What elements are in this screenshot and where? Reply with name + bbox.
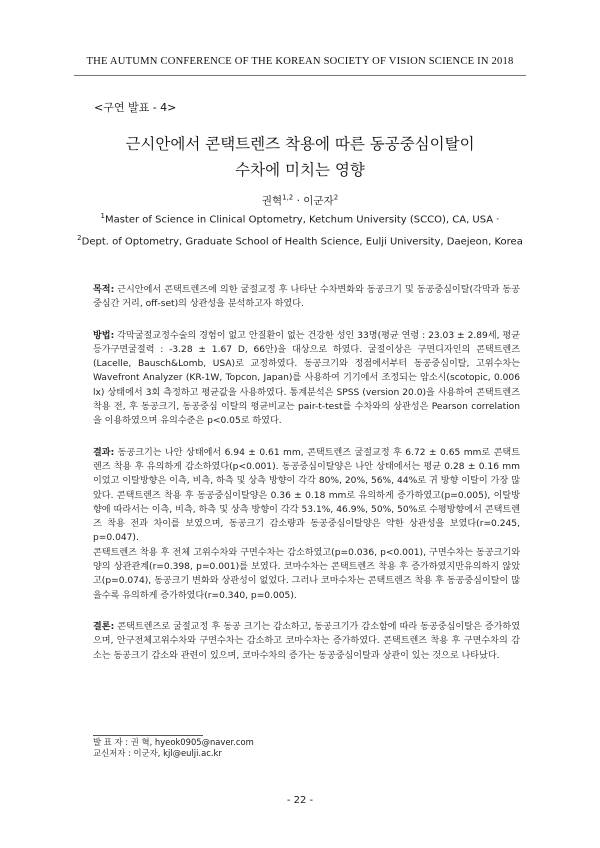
purpose-label: 목적: — [93, 285, 115, 295]
author-2-affil: 2 — [333, 193, 339, 202]
result-label: 결과: — [93, 447, 115, 458]
purpose-text: 근시안에서 콘택트렌즈에 의한 굴절교정 후 나타난 수차변화와 동공크기 및 동공중심이탈(각막과 동공중심간 거리, off-set)의 상관성을 분석하고자 하였다. — [93, 285, 520, 310]
method-label: 방법: — [93, 330, 115, 341]
purpose-paragraph — [93, 283, 520, 312]
author-1: 권혁 — [261, 195, 283, 207]
page-number: - 22 - — [286, 795, 314, 806]
author-1-affil: 1,2 — [282, 193, 294, 202]
corresponding-footnote: 교신저자 : 이군자, kjl@eulji.ac.kr — [93, 748, 222, 758]
result-text-1: 동공크기는 나안 상태에서 6.94 ± 0.61 mm, 콘택트렌즈 굴절교정 후 6.72 ± 0.65 mm로 콘택트렌즈 착용 후 유의하게 감소하였다(p<0.001). 동공중심이탈양은 나안 상태에서는 평균 0.28 ± 0.16 mm이었고 이탈방향은 이측, 비측, 하측 및 상측 방향이 각각 80%, 20%, 56%, 44%로 귀 방향 이탈이 가장 많았다. 콘택트렌즈 착용 후 동공중심이탈양은 0.36 ± 0.18 mm로 유의하게 증가하였고(p=0.005), 이탈방향에 따라서는 이측, 비측, 하측 및 상측 방향이 각각 53.1%, 46.9%, 50%, 50%로 수평방향에서 콘택트렌즈 착용 전과 차이를 보였으며, 동공크기 감소량과 동공중심이탈양은 약한 상관성을 보였다(r=0.245, p=0.047). — [93, 447, 520, 544]
session-label: <구연 발표 - 4> — [94, 101, 177, 114]
author-separator: · — [293, 195, 304, 207]
affiliation-2 — [60, 234, 540, 247]
header-divider — [74, 75, 526, 76]
presenter-footnote: 발 표 자 : 권 혁, hyeok0905@naver.com — [93, 737, 254, 747]
result-paragraph-2: 콘택트렌즈 착용 후 전체 고위수차와 구면수차는 감소하였고(p=0.036, p<0.001), 구면수차는 동공크기와 양의 상관관계(r=0.398, p=0.001)를 보였다. 코마수차는 콘택트렌즈 착용 후 증가하였지만유의하지 않았고(p=0.074), 동공크기 변화와 상관성이 없었다. 그러나 코마수차는 콘택트렌즈 착용 후 동공중심이탈이 많을수록 유의하게 증가하였다(r=0.340, p=0.005). — [93, 547, 520, 601]
conference-header: THE AUTUMN CONFERENCE OF THE KOREAN SOCIETY OF VISION SCIENCE IN 2018 — [86, 56, 514, 67]
title-line-1: 근시안에서 콘택트렌즈 착용에 따른 동공중심이탈이 — [125, 135, 475, 153]
method-text: 각막굴절교정수술의 경험이 없고 안질환이 없는 건강한 성인 33명(평균 연령 : 23.03 ± 2.89세, 평균 등가구면굴절력 : -3.28 ± 1.67 D, 66안)을 대상으로 하였다. 굴절이상은 구면디자인의 콘택트렌즈(Lacelle, Bausch&Lomb, USA)로 교정하였다. 동공크기와 정점에서부터 동공중심이탈, 고위수차는 Wavefront Analyzer (KR-1W, Topcon, Japan)를 사용하여 기기에서 조정되는 암소시(scotopic, 0.006 lx) 상태에서 3회 측정하고 평균값을 사용하였다. 통계분석은 SPSS (version 20.0)을 사용하여 콘택트렌즈 착용 전, 후 동공크기, 동공중심 이탈의 평균비교는 pair-t-test를 수차와의 상관성은 Pearson correlation을 이용하였으며 유의수준은 p<0.05로 하였다. — [93, 330, 520, 427]
abstract-body — [93, 283, 520, 680]
affiliation-2-text: Dept. of Optometry, Graduate School of Health Science, Eulji University, Daejeon, Korea — [81, 236, 523, 248]
method-paragraph — [93, 329, 520, 429]
affiliation-1-text: Master of Science in Clinical Optometry, Ketchum University (SCCO), CA, USA · — [104, 214, 500, 226]
footnote-divider — [93, 735, 203, 736]
affiliation-1 — [60, 212, 540, 225]
author-line — [60, 193, 540, 208]
affiliation-2-marker: 2 — [77, 234, 82, 242]
affiliation-1-marker: 1 — [100, 212, 105, 220]
conclusion-label: 결론: — [93, 621, 115, 632]
paper-title — [60, 131, 540, 183]
result-paragraph — [93, 446, 520, 546]
author-2: 이군자 — [303, 195, 334, 207]
title-line-2: 수차에 미치는 영향 — [235, 161, 365, 179]
footnotes — [93, 737, 254, 759]
conclusion-text: 콘택트렌즈로 굴절교정 후 동공 크기는 감소하고, 동공크기가 감소함에 따라 동공중심이탈은 증가하였으며, 안구전체고위수차와 구면수차는 감소하고 코마수차는 증가하였다. 콘택트렌즈 착용 후 구면수차의 감소는 동공크기 감소와 관련이 있으며, 코마수차의 증가는 동공중심이탈과 상관이 있는 것으로 나타났다. — [93, 621, 520, 661]
conclusion-paragraph — [93, 620, 520, 663]
